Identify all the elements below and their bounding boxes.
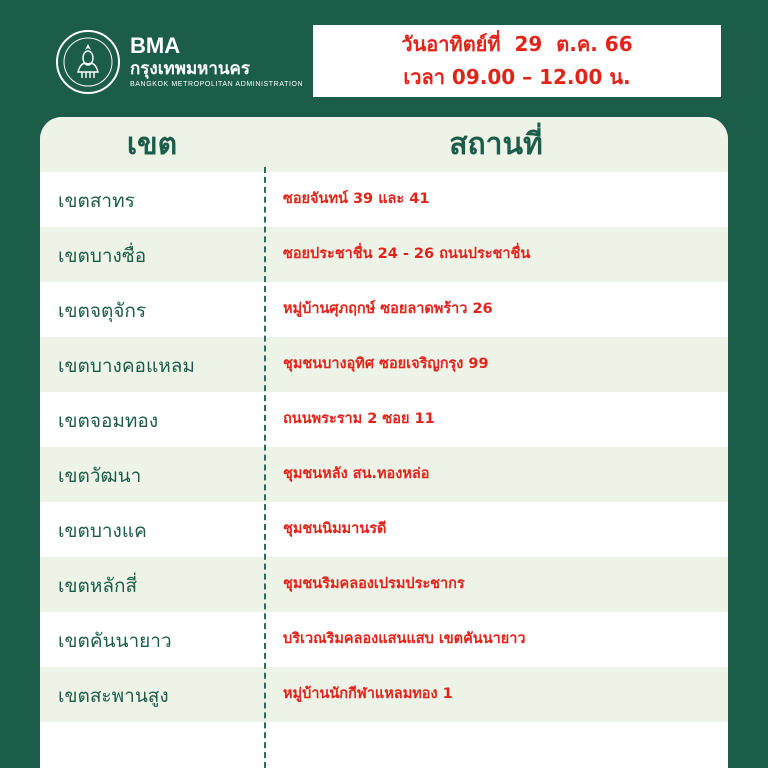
table-row <box>40 447 728 502</box>
date-line: วันอาทิตย์ที่ 29 ต.ค. 66 <box>401 32 633 56</box>
table-row <box>40 557 728 612</box>
place-cell: ซอยประชาชื่น 24 - 26 ถนนประชาชื่น <box>283 246 531 262</box>
schedule-table <box>40 117 728 768</box>
place-cell: หมู่บ้านนักกีฬาแหลมทอง 1 <box>283 686 453 702</box>
district-cell: เขตสาทร <box>58 190 135 212</box>
district-cell: เขตจตุจักร <box>58 300 147 322</box>
brand-abbr: BMA <box>130 33 181 58</box>
place-cell: หมู่บ้านศุภฤกษ์ ซอยลาดพร้าว 26 <box>283 301 493 317</box>
table-row <box>40 172 728 227</box>
table-row <box>40 282 728 337</box>
table-row <box>40 227 728 282</box>
district-cell: เขตจอมทอง <box>58 410 159 432</box>
table-row <box>40 502 728 557</box>
district-cell: เขตสะพานสูง <box>58 685 169 707</box>
table-row <box>40 337 728 392</box>
place-cell: บริเวณริมคลองแสนแสบ เขตคันนายาว <box>283 631 526 647</box>
header <box>0 0 768 112</box>
bma-seal-icon <box>56 30 120 94</box>
time-line: เวลา 09.00 – 12.00 น. <box>403 65 631 89</box>
brand-thai: กรุงเทพมหานคร <box>130 59 251 79</box>
table-header <box>40 117 728 172</box>
column-header-district: เขต <box>126 127 178 162</box>
brand-en: BANGKOK METROPOLITAN ADMINISTRATION <box>130 81 304 88</box>
place-cell: ชุมชนริมคลองเปรมประชากร <box>283 576 465 592</box>
table-row <box>40 667 728 722</box>
district-cell: เขตบางซื่อ <box>58 245 147 267</box>
district-cell: เขตหลักสี่ <box>58 575 138 597</box>
place-cell: ซอยจันทน์ 39 และ 41 <box>283 191 430 207</box>
table-row <box>40 392 728 447</box>
brand-text <box>130 34 303 90</box>
bma-logo <box>56 30 303 94</box>
district-cell: เขตคันนายาว <box>58 630 172 652</box>
date-time-box <box>313 25 721 97</box>
place-cell: ชุมชนบางอุทิศ ซอยเจริญกรุง 99 <box>283 356 489 372</box>
place-cell: ชุมชนหลัง สน.ทองหล่อ <box>283 466 430 482</box>
district-cell: เขตบางแค <box>58 520 147 542</box>
district-cell: เขตบางคอแหลม <box>58 355 195 377</box>
table-row <box>40 612 728 667</box>
place-cell: ถนนพระราม 2 ซอย 11 <box>283 411 435 427</box>
district-cell: เขตวัฒนา <box>58 465 142 487</box>
column-divider <box>264 167 266 768</box>
column-header-place: สถานที่ <box>449 127 543 162</box>
place-cell: ชุมชนนิมมานรดี <box>283 521 387 537</box>
table-body <box>40 172 728 722</box>
